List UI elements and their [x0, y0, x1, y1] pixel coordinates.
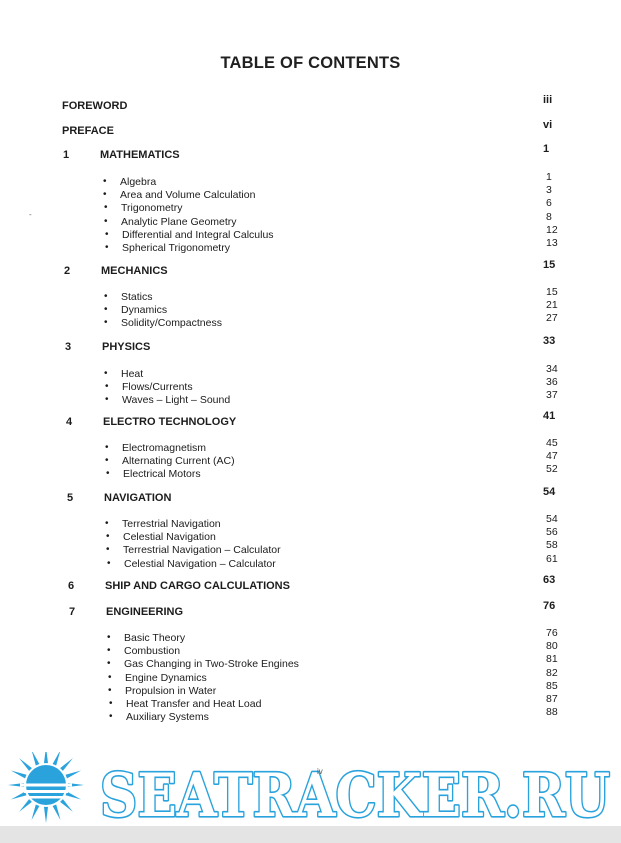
toc-subitem — [0, 450, 621, 468]
bullet-icon: • — [105, 394, 109, 406]
chapter-heading: SHIP AND CARGO CALCULATIONS — [105, 580, 290, 592]
sun-logo-icon — [8, 752, 84, 823]
chapter-heading: ENGINEERING — [106, 606, 184, 618]
chapter-heading: FOREWORD — [62, 100, 128, 112]
sun-ray — [60, 758, 73, 771]
subitem-label: Algebra — [120, 176, 157, 188]
subitem-page-number: 3 — [546, 184, 552, 197]
toc-subitem — [0, 437, 621, 455]
subitem-label: Dynamics — [121, 304, 168, 317]
bullet-icon: • — [104, 291, 108, 302]
subitem-page-number: 27 — [546, 312, 558, 325]
subitem-label: Propulsion in Water — [125, 684, 217, 697]
toc-subitem — [0, 679, 621, 698]
chapter-heading: MECHANICS — [101, 265, 168, 277]
chapter-heading: PHYSICS — [102, 341, 151, 353]
subitem-label: Electromagnetism — [122, 442, 207, 454]
subitem-page-number: 8 — [546, 210, 552, 223]
subitem-page-number: 87 — [546, 693, 558, 705]
toc-subitem — [0, 312, 621, 330]
subitem-label: Celestial Navigation – Calculator — [124, 557, 276, 570]
chapter-number: 2 — [64, 265, 71, 277]
bullet-icon: • — [105, 228, 109, 240]
bullet-icon: • — [109, 711, 113, 723]
toc-subitem — [0, 526, 621, 544]
chapter-page-number: 76 — [543, 600, 556, 612]
subitem-page-number: 21 — [546, 299, 558, 312]
bullet-icon: • — [105, 442, 109, 453]
bullet-icon: • — [103, 189, 107, 201]
subitem-label: Basic Theory — [124, 632, 186, 644]
subitem-label: Statics — [121, 291, 153, 303]
toc-subitem — [0, 389, 621, 407]
chapter-page-number: 1 — [543, 143, 550, 155]
bullet-icon: • — [105, 455, 109, 467]
chapter-number: 3 — [65, 341, 72, 353]
subitem-page-number: 56 — [546, 526, 558, 539]
toc-subitem — [0, 286, 621, 304]
bullet-icon: • — [108, 671, 112, 683]
subitem-label: Celestial Navigation — [123, 531, 216, 544]
toc-subitem — [0, 706, 621, 724]
sun-ray — [53, 805, 61, 821]
subitem-label: Alternating Current (AC) — [122, 455, 235, 468]
toc-subitem — [0, 363, 621, 381]
subitem-label: Solidity/Compactness — [121, 317, 222, 330]
subitem-page-number: 85 — [546, 679, 558, 692]
bullet-icon: • — [106, 468, 110, 480]
toc-subitem — [0, 376, 621, 394]
bullet-icon: • — [107, 557, 111, 569]
subitem-label: Combustion — [124, 645, 181, 658]
chapter-heading: ELECTRO TECHNOLOGY — [103, 416, 237, 428]
chapter-page-number: iii — [543, 94, 553, 106]
subitem-page-number: 47 — [546, 450, 558, 463]
chapter-page-number: 54 — [543, 486, 556, 498]
subitem-page-number: 15 — [546, 286, 558, 298]
subitem-page-number: 61 — [546, 552, 558, 565]
chapter-page-number: 33 — [543, 335, 556, 347]
chapter-page-number: 15 — [543, 259, 556, 271]
subitem-label: Differential and Integral Calculus — [122, 228, 274, 241]
subitem-page-number: 13 — [546, 237, 558, 249]
toc-subitem — [0, 171, 621, 189]
toc-subitem — [0, 693, 621, 711]
toc-subitem — [0, 197, 621, 215]
subitem-label: Terrestrial Navigation — [122, 518, 221, 530]
sun-ray — [53, 752, 61, 766]
subitem-page-number: 76 — [546, 627, 558, 639]
chapter-heading: MATHEMATICS — [100, 149, 180, 161]
subitem-label: Engine Dynamics — [125, 671, 207, 684]
subitem-page-number: 54 — [546, 513, 558, 525]
chapter-number: 6 — [68, 580, 75, 592]
bullet-icon: • — [104, 317, 108, 329]
subitem-label: Trigonometry — [121, 202, 183, 215]
sun-ray — [32, 752, 40, 766]
bullet-icon: • — [109, 698, 113, 709]
stray-mark: - — [29, 210, 32, 219]
seatracker-watermark — [0, 752, 621, 832]
toc-subitem — [0, 552, 621, 571]
page-title: TABLE OF CONTENTS — [220, 54, 401, 72]
subitem-label: Auxiliary Systems — [126, 711, 209, 724]
bullet-icon: • — [107, 632, 111, 643]
sun-ray — [66, 771, 82, 779]
bullet-icon: • — [106, 544, 110, 556]
chapter-number: 1 — [63, 149, 70, 161]
subitem-label: Electrical Motors — [123, 468, 201, 481]
footer-page-number: iv — [317, 767, 323, 776]
toc-subitem — [0, 223, 621, 242]
subitem-label: Area and Volume Calculation — [120, 189, 256, 202]
toc-subitem — [0, 513, 621, 531]
bullet-icon: • — [105, 518, 109, 529]
subitem-label: Flows/Currents — [122, 381, 193, 394]
toc-subitem — [0, 237, 621, 255]
subitem-page-number: 88 — [546, 706, 558, 719]
subitem-label: Analytic Plane Geometry — [121, 215, 237, 228]
subitem-label: Gas Changing in Two-Stroke Engines — [124, 658, 299, 671]
chapter-page-number: vi — [543, 119, 553, 131]
subitem-label: Heat — [121, 368, 144, 380]
sun-ray — [19, 758, 32, 771]
bullet-icon: • — [104, 304, 108, 316]
bullet-icon: • — [104, 215, 108, 227]
bullet-icon: • — [105, 381, 109, 393]
bullet-icon: • — [105, 242, 109, 253]
chapter-number: 5 — [67, 492, 74, 504]
toc-subitem — [0, 627, 621, 645]
toc-subitem — [0, 666, 621, 685]
sun-ray — [11, 771, 27, 779]
subitem-page-number: 37 — [546, 389, 558, 402]
chapter-heading: PREFACE — [62, 125, 114, 137]
subitem-page-number: 45 — [546, 437, 558, 449]
toc-subitem — [0, 299, 621, 317]
bullet-icon: • — [107, 658, 111, 670]
subitem-page-number: 80 — [546, 640, 558, 653]
subitem-page-number: 1 — [546, 171, 552, 183]
toc-subitem — [0, 210, 621, 229]
subitem-page-number: 6 — [546, 197, 552, 210]
subitem-page-number: 34 — [546, 363, 558, 375]
toc-subitem — [0, 463, 621, 481]
chapter-page-number: 41 — [543, 410, 556, 422]
bullet-icon: • — [106, 531, 110, 543]
chapter-heading: NAVIGATION — [104, 492, 172, 504]
sun-ray — [44, 752, 48, 763]
subitem-label: Terrestrial Navigation – Calculator — [123, 544, 281, 557]
subitem-label: Spherical Trigonometry — [122, 242, 230, 254]
subitem-label: Waves – Light – Sound — [122, 394, 231, 407]
toc-subitem — [0, 539, 621, 557]
sun-ray — [19, 799, 32, 812]
bullet-icon: • — [107, 645, 111, 657]
sun-ray — [44, 807, 48, 823]
sun-ray — [32, 805, 40, 821]
bullet-icon: • — [103, 176, 107, 187]
watermark-text: SEATRACKER.RU — [100, 761, 610, 831]
bullet-icon: • — [108, 684, 112, 696]
bullet-icon: • — [104, 368, 108, 379]
subitem-page-number: 58 — [546, 539, 558, 552]
subitem-label: Heat Transfer and Heat Load — [126, 698, 262, 710]
subitem-page-number: 52 — [546, 463, 558, 476]
chapter-number: 7 — [69, 606, 76, 618]
chapter-number: 4 — [66, 416, 73, 428]
toc-subitem — [0, 184, 621, 202]
toc-subitem — [0, 653, 621, 671]
subitem-page-number: 12 — [546, 223, 558, 236]
subitem-page-number: 81 — [546, 653, 558, 666]
subitem-page-number: 82 — [546, 666, 558, 679]
sun-ray — [60, 799, 73, 812]
toc-subitem — [0, 640, 621, 658]
subitem-page-number: 36 — [546, 376, 558, 389]
chapter-page-number: 63 — [543, 574, 556, 586]
bullet-icon: • — [104, 202, 108, 214]
